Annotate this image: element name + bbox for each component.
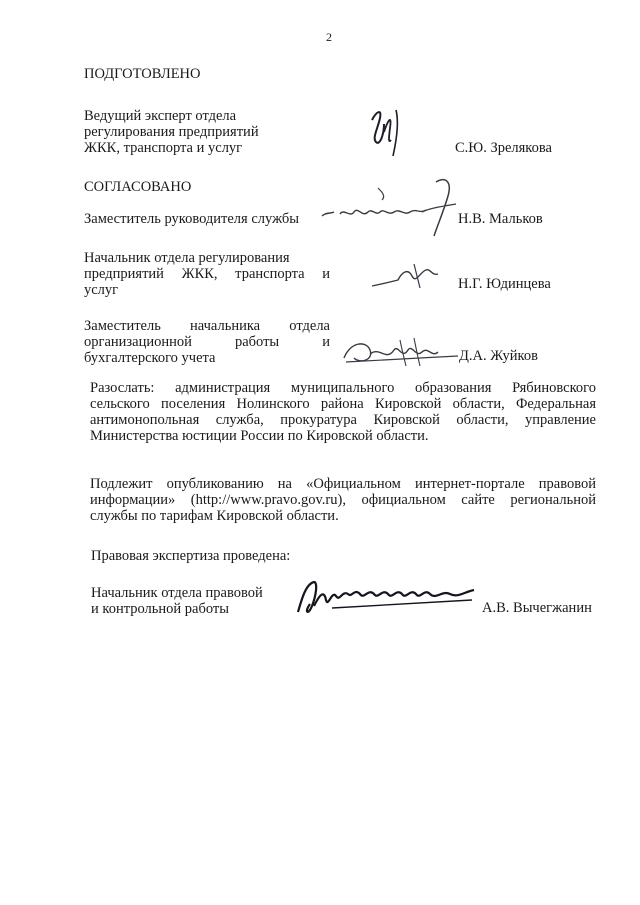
signer-position-line: услуг [84, 282, 119, 298]
agreed-heading: СОГЛАСОВАНО [84, 179, 192, 195]
signer-position-line: Заместитель начальника отдела [84, 318, 330, 334]
signature-yudintseva [368, 258, 448, 294]
signer-position-line: Начальник отдела регулирования [84, 250, 290, 266]
publication-line: Подлежит опубликованию на «Официальном интернет-портале правовой [90, 476, 596, 492]
signer-name: Н.Г. Юдинцева [458, 276, 551, 292]
legal-review-position [91, 585, 311, 617]
signer-position-line: Заместитель руководителя службы [84, 211, 300, 227]
signature-zhuikov [340, 332, 462, 372]
signer-position [84, 318, 330, 366]
legal-review-text: Правовая экспертиза проведена: [91, 548, 291, 564]
prepared-position-line: регулирования предприятий [84, 124, 259, 140]
legal-review-position-line: Начальник отдела правовой [91, 585, 263, 601]
signature-zrelyakova [366, 98, 410, 160]
legal-review-name: А.В. Вычегжанин [482, 600, 592, 616]
signer-position-line: организационной работы и [84, 334, 330, 350]
signature-malkov [318, 174, 468, 240]
distribution-paragraph [90, 380, 596, 444]
distribution-line: антимонопольная служба, прокуратура Кировской области, управление [90, 412, 596, 428]
distribution-line: Разослать: администрация муниципального образования Рябиновского [90, 380, 596, 396]
distribution-line: Министерства юстиции России по Кировской области. [90, 428, 429, 444]
prepared-position-line: Ведущий эксперт отдела [84, 108, 237, 124]
distribution-line: сельского поселения Нолинского района Кировской области, Федеральная [90, 396, 596, 412]
signer-position [84, 211, 324, 227]
signer-name: Д.А. Жуйков [459, 348, 538, 364]
prepared-position [84, 108, 324, 156]
publication-line: службы по тарифам Кировской области. [90, 508, 339, 524]
signer-position-line: предприятий ЖКК, транспорта и [84, 266, 330, 282]
page-number: 2 [326, 30, 332, 44]
signer-name: Н.В. Мальков [458, 211, 543, 227]
prepared-heading: ПОДГОТОВЛЕНО [84, 66, 201, 82]
signature-vychegzhanin [292, 576, 478, 620]
prepared-name: С.Ю. Зрелякова [455, 140, 552, 156]
signer-position-line: бухгалтерского учета [84, 350, 216, 366]
publication-paragraph [90, 476, 596, 524]
signer-position [84, 250, 330, 298]
prepared-position-line: ЖКК, транспорта и услуг [84, 140, 243, 156]
publication-line: информации» (http://www.pravo.gov.ru), официальном сайте региональной [90, 492, 596, 508]
legal-review-position-line: и контрольной работы [91, 601, 229, 617]
